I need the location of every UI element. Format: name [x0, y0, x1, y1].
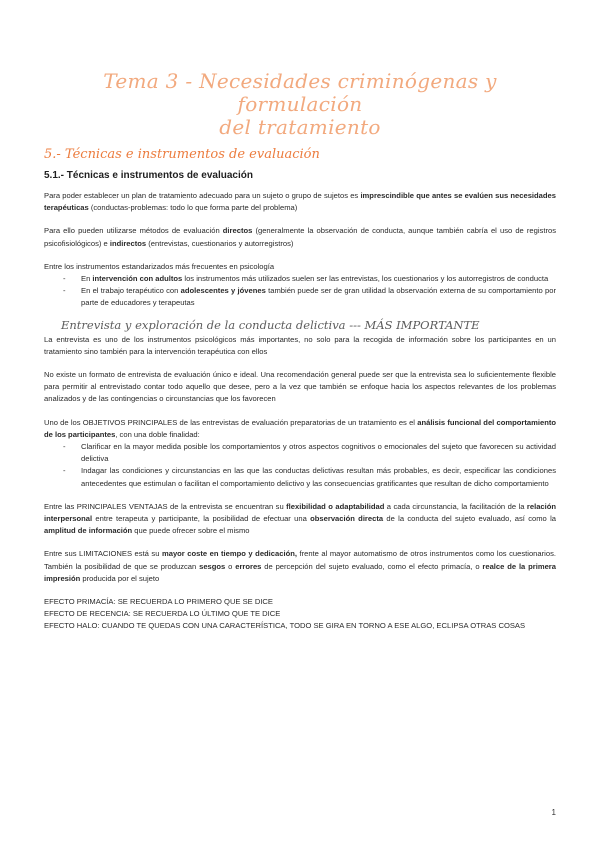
paragraph-formato-entrevista: No existe un formato de entrevista de evaluación único e ideal. Una recomendación general puede ser que la entrevista sea lo suficientemente flexible para permitir al entrevistado contar todo aquello que desee, pero a la vez que también se enfoque hacia los aspectos relevantes de los problemas analizados y de las contingencias o circunstancias que los favorecen [44, 370, 556, 404]
document-title [64, 70, 536, 139]
effects-block [44, 596, 556, 633]
effect-recencia: EFECTO DE RECENCIA: SE RECUERDA LO ÚLTIMO QUE TE DICE [44, 609, 281, 619]
paragraph-instrumentos: Entre los instrumentos estandarizados más frecuentes en psicología [44, 261, 275, 271]
list-item: - En el trabajo terapéutico con adolescentes y jóvenes también puede ser de gran utilidad la observación externa de su comportamiento por parte de educadores y terapeutas [63, 285, 556, 309]
paragraph-plan-tratamiento: Para poder establecer un plan de tratamiento adecuado para un sujeto o grupo de sujetos es imprescindible que antes se evalúen sus necesidades terapéuticas (conductas-problemas: todo lo que forma parte del problema) [44, 191, 556, 213]
objectives-list [44, 441, 556, 490]
instrument-list [44, 273, 556, 310]
title-line-2: del tratamiento [219, 115, 381, 139]
paragraph-entrevista: La entrevista es uno de los instrumentos psicológicos más importantes, no solo para la recogida de información sobre los participantes en un tratamiento sino también para la intervención terapéutica con ellos [44, 334, 556, 356]
paragraph-ventajas: Entre las PRINCIPALES VENTAJAS de la entrevista se encuentran su flexibilidad o adaptabilidad a cada circunstancia, la facilitación de la relación interpersonal entre terapeuta y participante, la posibilidad de efectuar una observación directa de la conducta del sujeto evaluado, así como la amplitud de información que puede ofrecer sobre el mismo [44, 501, 557, 536]
title-line-1: Tema 3 - Necesidades criminógenas y formulación [103, 69, 497, 116]
section-heading: 5.- Técnicas e instrumentos de evaluación [44, 147, 320, 162]
page-number: 1 [551, 808, 556, 817]
paragraph-metodos-evaluacion: Para ello pueden utilizarse métodos de evaluación directos (generalmente la observación de conducta, aunque también cabría el uso de registros psicofisiológicos) e indirectos (entrevistas, cuestionarios y autorregistros) [44, 226, 556, 248]
list-item: - Indagar las condiciones y circunstancias en las que las conductas delictivas resultan más probables, es decir, especificar las condiciones antecedentes que estimulan o facilitan el comportamiento delictivo y las consecuencias gratificantes que resultan de dicho comportamiento [63, 465, 556, 489]
list-item: - En intervención con adultos los instrumentos más utilizados suelen ser las entrevistas, los cuestionarios y los autorregistros de conducta [63, 273, 556, 285]
subsection-heading: 5.1.- Técnicas e instrumentos de evaluación [44, 170, 253, 181]
paragraph-limitaciones: Entre sus LIMITACIONES está su mayor coste en tiempo y dedicación, frente al mayor automatismo de otros instrumentos como los cuestionarios. También la posibilidad de que se produzcan sesgos o errores de percepción del sujeto evaluado, como el efecto primacía, o realce de la primera impresión producida por el sujeto [44, 549, 556, 583]
handwritten-heading: Entrevista y exploración de la conducta delictiva --- MÁS IMPORTANTE [61, 317, 480, 332]
list-item: - Clarificar en la mayor medida posible los comportamientos y otros aspectos cognitivos o emocionales del sujeto que favorecen su actividad delictiva [63, 441, 556, 465]
effect-halo: EFECTO HALO: CUANDO TE QUEDAS CON UNA CARACTERÍSTICA, TODO SE GIRA EN TORNO A ESE ALGO, ECLIPSA OTRAS COSAS [44, 621, 526, 631]
paragraph-objetivos: Uno de los OBJETIVOS PRINCIPALES de las entrevistas de evaluación preparatorias de un tratamiento es el análisis funcional del comportamiento de los participantes, con una doble finalidad: [44, 417, 556, 439]
effect-primacia: EFECTO PRIMACÍA: SE RECUERDA LO PRIMERO QUE SE DICE [44, 597, 273, 607]
